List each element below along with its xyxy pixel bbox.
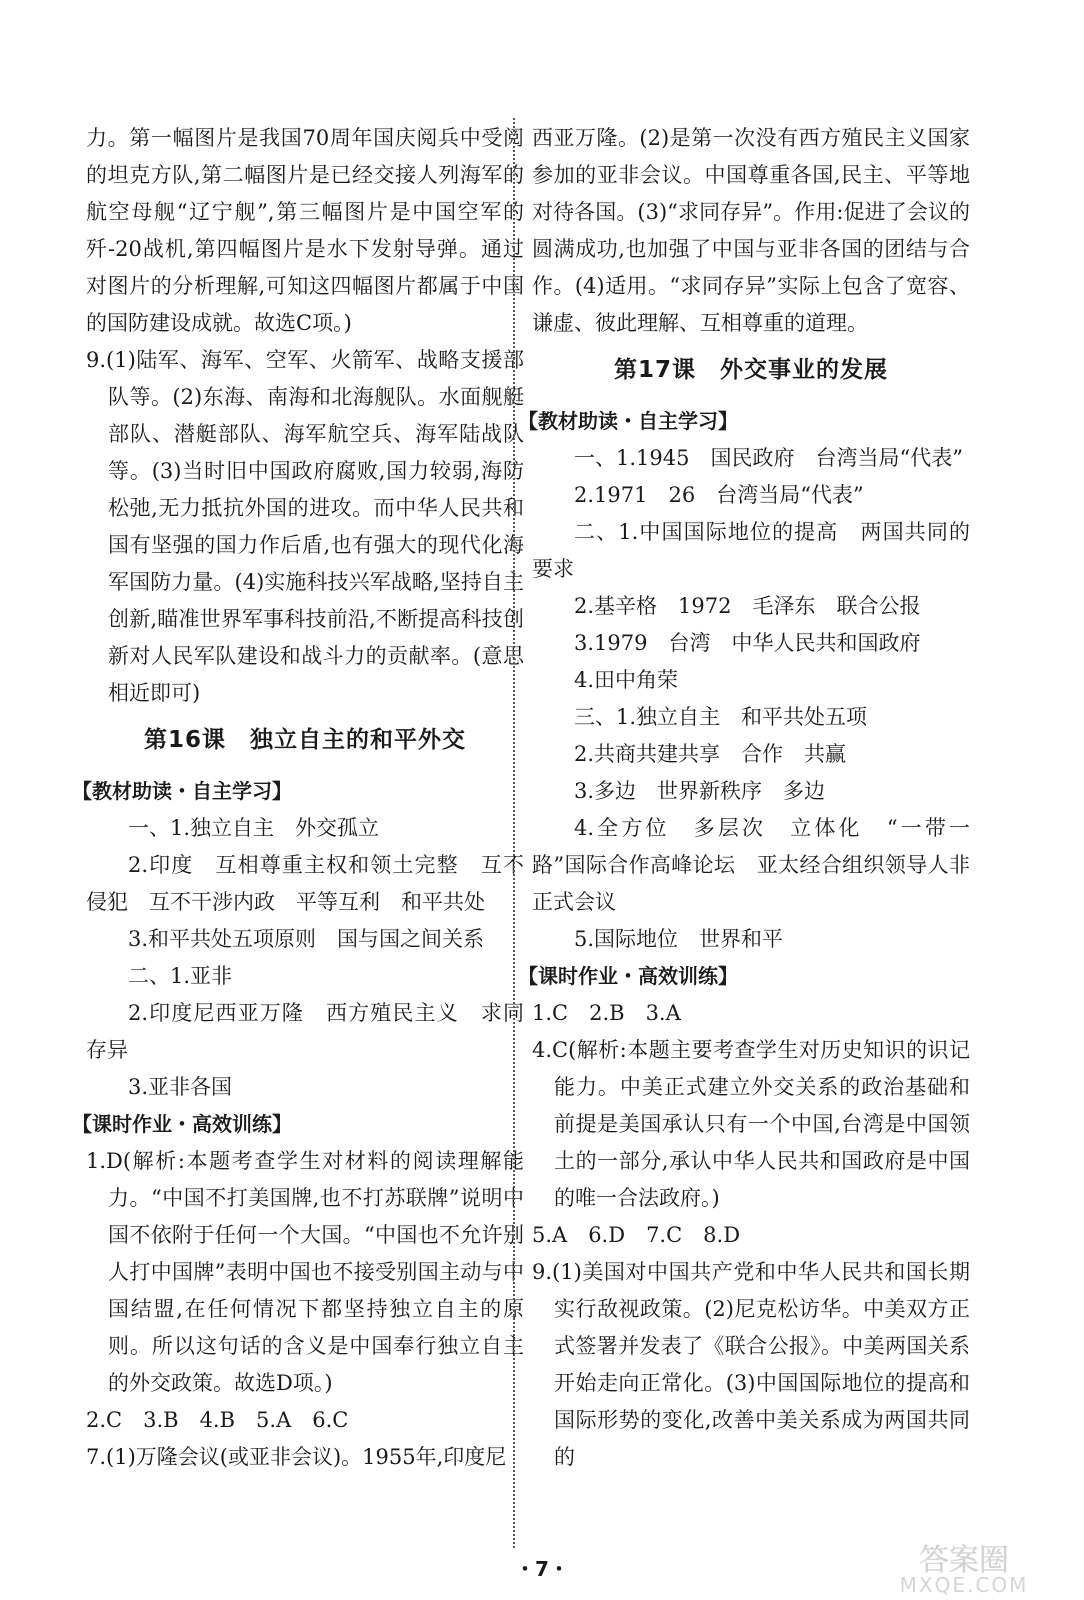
l17-line: 2.1971 26 台湾当局“代表” [574, 483, 864, 507]
watermark-domain: MXQE.COM [899, 1573, 1029, 1596]
question-1-answer: 1.D(解析:本题考查学生对材料的阅读理解能力。“中国不打美国牌,也不打苏联牌”说明中国不依附于任何一个大国。“中国也不允许别人打中国牌”表明中国也不接受别国主动与中国结盟,在任何情况下都坚持独立自主的原则。所以这句话的含义是中国奉行独立自主的外交政策。故选D项。) [86, 1149, 524, 1395]
question-9-answer: 9.(1)陆军、海军、空军、火箭军、战略支援部队等。(2)东海、南海和北海舰队。水面舰艇部队、潜艇部队、海军航空兵、海军陆战队等。(3)当时旧中国政府腐败,国力较弱,海防松弛,无力抵抗外国的进攻。而中华人民共和国有坚强的国力作后盾,也有强大的现代化海军国防力量。(4)实施科技兴军战略,坚持自主创新,瞄准世界军事科技前沿,不断提高科技创新对人民军队建设和战斗力的贡献率。(意思相近即可) [86, 348, 524, 705]
questions-1-3-answers: 1.C 2.B 3.A [532, 1001, 681, 1025]
right-column [518, 120, 970, 1476]
l17-line: 3.1979 台湾 中华人民共和国政府 [574, 631, 921, 655]
l16-line: 2.印度 互相尊重主权和领土完整 互不侵犯 互不干涉内政 平等互利 和平共处 [86, 853, 524, 914]
watermark-glyphs: 答案圈 [919, 1543, 1009, 1578]
l16-line: 一、1.独立自主 外交孤立 [128, 816, 380, 840]
l17-line: 一、1.1945 国民政府 台湾当局“代表” [574, 446, 963, 470]
left-column [72, 120, 524, 1476]
section-homework-heading: 【课时作业・高效训练】 [518, 964, 738, 988]
section-reading-heading: 【教材助读・自主学习】 [72, 779, 292, 803]
l17-line: 2.共商共建共享 合作 共赢 [574, 742, 847, 766]
l16-line: 3.亚非各国 [128, 1075, 233, 1099]
l17-line: 3.多边 世界新秩序 多边 [574, 779, 826, 803]
l16-line: 2.印度尼西亚万隆 西方殖民主义 求同存异 [86, 1001, 524, 1062]
l17-line: 二、1.中国国际地位的提高 两国共同的要求 [532, 520, 970, 581]
section-homework-heading: 【课时作业・高效训练】 [72, 1112, 292, 1136]
l17-line: 三、1.独立自主 和平共处五项 [574, 705, 868, 729]
page-number: ・7・ [515, 1557, 569, 1581]
lesson-17-title: 第17课 外交事业的发展 [613, 357, 888, 383]
l17-line: 2.基辛格 1972 毛泽东 联合公报 [574, 594, 921, 618]
l17-line: 4.田中角荣 [574, 668, 679, 692]
l16-line: 3.和平共处五项原则 国与国之间关系 [128, 927, 485, 951]
questions-2-6-answers: 2.C 3.B 4.B 5.A 6.C [86, 1408, 349, 1432]
watermark-logo-icon [858, 1540, 1070, 1596]
l16-line: 二、1.亚非 [128, 964, 233, 988]
section-reading-heading: 【教材助读・自主学习】 [518, 409, 738, 433]
column-divider [513, 118, 515, 1548]
continuation-paragraph: 力。第一幅图片是我国70周年国庆阅兵中受阅的坦克方队,第二幅图片是已经交接人列海军的航空母舰“辽宁舰”,第三幅图片是中国空军的歼-20战机,第四幅图片是水下发射导弹。通过对图片的分析理解,可知这四幅图片都属于中国的国防建设成就。故选C项。) [86, 126, 524, 335]
question-4-answer: 4.C(解析:本题主要考查学生对历史知识的识记能力。中美正式建立外交关系的政治基础和前提是美国承认只有一个中国,台湾是中国领土的一部分,承认中华人民共和国政府是中国的唯一合法政府。) [532, 1038, 970, 1210]
lesson-16-title: 第16课 独立自主的和平外交 [143, 727, 466, 753]
question-7-answer-continued: 西亚万隆。(2)是第一次没有西方殖民主义国家参加的亚非会议。中国尊重各国,民主、平等地对待各国。(3)“求同存异”。作用:促进了会议的圆满成功,也加强了中国与亚非各国的团结与合作。(4)适用。“求同存异”实际上包含了宽容、谦虚、彼此理解、互相尊重的道理。 [532, 126, 970, 335]
questions-5-8-answers: 5.A 6.D 7.C 8.D [532, 1223, 741, 1247]
question-9-answer: 9.(1)美国对中国共产党和中华人民共和国长期实行敌视政策。(2)尼克松访华。中美双方正式签署并发表了《联合公报》。中美两国关系开始走向正常化。(3)中国国际地位的提高和国际形势的变化,改善中美关系成为两国共同的 [532, 1260, 970, 1469]
l17-line: 5.国际地位 世界和平 [574, 927, 784, 951]
question-7-answer-start: 7.(1)万隆会议(或亚非会议)。1955年,印度尼 [86, 1445, 507, 1469]
l17-line: 4.全方位 多层次 立体化 “一带一路”国际合作高峰论坛 亚太经合组织领导人非正式会议 [532, 816, 970, 914]
